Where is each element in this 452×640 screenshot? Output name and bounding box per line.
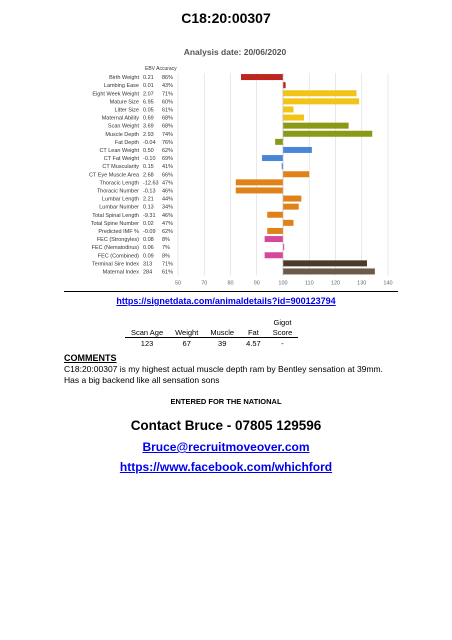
x-tick-label: 140: [383, 280, 393, 285]
row-ebv: -0.04: [143, 139, 156, 146]
row-accuracy: 62%: [162, 228, 174, 235]
row-label: Scan Weight: [107, 123, 139, 130]
scan-header-fat: Fat: [240, 327, 267, 338]
row-ebv: 0.02: [143, 220, 154, 227]
row-ebv: -0.13: [143, 188, 156, 195]
bar: [267, 212, 283, 218]
bar: [283, 196, 301, 202]
row-ebv: 0.09: [143, 253, 154, 260]
row-accuracy: 86%: [162, 75, 174, 82]
comments-body: C18:20:00307 is my highest actual muscle depth ram by Bentley sensation at 39mm. Has a big backend like all sensation sons: [64, 364, 383, 385]
row-accuracy: 68%: [162, 123, 174, 130]
facebook-link-wrap: [0, 460, 452, 474]
row-label: FEC (Strongyles): [96, 237, 139, 244]
scan-header-score: Score: [267, 327, 299, 338]
row-label: Lambing Ease: [103, 83, 139, 90]
bar: [283, 123, 349, 129]
scan-value-gigot: -: [281, 338, 284, 348]
row-ebv: -9.31: [143, 212, 156, 219]
row-accuracy: 41%: [162, 164, 174, 171]
bar: [283, 171, 309, 177]
row-accuracy: 71%: [162, 261, 174, 268]
scan-header-empty: [204, 317, 240, 327]
row-ebv: 313: [143, 261, 153, 268]
scan-value-age: 123: [140, 338, 154, 348]
row-ebv: 0.01: [143, 83, 154, 90]
bar: [241, 74, 283, 80]
x-tick-label: 120: [330, 280, 341, 285]
x-tick-label: 100: [278, 280, 288, 285]
row-ebv: 2.68: [143, 172, 154, 179]
row-accuracy: 46%: [162, 188, 174, 195]
row-label: FEC (Nematodirus): [91, 245, 139, 252]
bar: [265, 236, 283, 242]
bar: [267, 228, 283, 234]
x-tick-label: 70: [201, 280, 208, 285]
row-accuracy: 47%: [162, 180, 174, 187]
bar: [265, 252, 283, 258]
row-ebv: 0.50: [143, 147, 154, 154]
bar: [283, 106, 294, 112]
row-accuracy: 47%: [162, 220, 174, 227]
page-title: C18:20:00307: [181, 10, 271, 26]
row-label: Litter Size: [114, 107, 139, 114]
bar: [283, 90, 357, 96]
row-label: Mature Size: [109, 99, 139, 106]
bar: [236, 179, 283, 185]
row-accuracy: 44%: [162, 196, 174, 203]
bar: [262, 155, 283, 161]
bar: [283, 204, 299, 210]
x-tick-label: 90: [253, 280, 260, 285]
scan-header-empty: [240, 317, 267, 327]
row-label: Maternal Ability: [101, 115, 139, 122]
scan-value-fat: 4.57: [246, 338, 261, 348]
bar: [283, 260, 367, 266]
row-ebv: 6.95: [143, 99, 154, 106]
row-label: CT Lean Weight: [99, 147, 139, 154]
row-ebv: -0.10: [143, 156, 156, 163]
row-accuracy: 43%: [162, 83, 174, 90]
row-label: CT Fat Weight: [103, 156, 139, 163]
bar: [236, 187, 283, 193]
bar: [283, 98, 359, 104]
chart-title: Analysis date: 20/06/2020: [183, 47, 287, 57]
row-label: Total Spinal Length: [92, 212, 139, 219]
row-ebv: 0.05: [143, 107, 154, 114]
x-tick-label: 110: [304, 280, 314, 285]
animal-details-link[interactable]: https://signetdata.com/animaldetails?id=900123794: [116, 296, 336, 306]
row-accuracy: 34%: [162, 204, 174, 211]
row-label: Total Spine Number: [90, 220, 139, 227]
bar: [283, 220, 294, 226]
row-accuracy: 8%: [162, 253, 170, 260]
row-accuracy: 76%: [162, 139, 174, 146]
row-ebv: 0.13: [143, 204, 154, 211]
comments-heading: COMMENTS: [64, 353, 117, 363]
row-label: Muscle Depth: [105, 131, 139, 138]
scan-header-age: Scan Age: [125, 327, 169, 338]
row-accuracy: 60%: [162, 99, 174, 106]
email-link[interactable]: Bruce@recruitmoveover.com: [142, 440, 310, 454]
row-accuracy: 74%: [162, 131, 174, 138]
row-ebv: 0.06: [143, 245, 154, 252]
email-link-wrap: [0, 440, 452, 454]
row-label: Predicted IMF %: [98, 228, 139, 235]
row-accuracy: 7%: [162, 245, 170, 252]
row-ebv: 3.69: [143, 123, 154, 130]
row-label: FEC (Combined): [97, 253, 139, 260]
row-label: Fat Depth: [114, 139, 139, 146]
scan-header-gigot: Gigot: [273, 317, 292, 327]
x-tick-label: 130: [357, 280, 367, 285]
scan-header-weight: Weight: [169, 327, 204, 338]
x-tick-label: 80: [227, 280, 234, 285]
row-accuracy: 71%: [162, 91, 174, 98]
entered-note: ENTERED FOR THE NATIONAL: [170, 397, 282, 406]
row-label: Terminal Sire Index: [91, 261, 139, 268]
scan-value-weight: 67: [182, 338, 191, 348]
row-ebv: 0.08: [143, 237, 154, 244]
row-accuracy: 66%: [162, 172, 174, 179]
row-ebv: -0.09: [143, 228, 156, 235]
row-ebv: 2.21: [143, 196, 154, 203]
row-accuracy: 61%: [162, 107, 174, 114]
row-ebv: 0.69: [143, 115, 154, 122]
row-accuracy: 8%: [162, 237, 170, 244]
bar: [283, 147, 312, 153]
bar: [275, 139, 283, 145]
ebv-chart: [0, 60, 452, 285]
row-ebv: 0.21: [143, 75, 154, 82]
scan-header-empty: [125, 317, 169, 327]
scan-header-muscle: Muscle: [204, 327, 240, 338]
bar: [283, 82, 286, 88]
animal-details-link-wrap: [0, 296, 452, 306]
bar: [283, 115, 304, 121]
row-label: Maternal Index: [102, 269, 139, 276]
scan-value-muscle: 39: [218, 338, 227, 348]
row-accuracy: 69%: [162, 156, 174, 163]
bar: [283, 268, 375, 274]
row-label: Lumbar Length: [102, 196, 139, 203]
row-accuracy: 68%: [162, 115, 174, 122]
row-ebv: 284: [143, 269, 153, 276]
facebook-link[interactable]: https://www.facebook.com/whichford: [119, 460, 333, 474]
contact-line: Contact Bruce - 07805 129596: [130, 418, 322, 433]
bar: [283, 131, 372, 137]
scan-table: [125, 317, 298, 348]
divider: [64, 291, 398, 292]
row-label: CT Eye Muscle Area: [88, 172, 139, 179]
row-label: Lumbar Number: [99, 204, 139, 211]
row-accuracy: 46%: [162, 212, 174, 219]
row-label: Eight Week Weight: [92, 91, 139, 98]
accuracy-column-header: EBV Accuracy: [145, 66, 177, 72]
row-label: Thoracic Number: [96, 188, 139, 195]
row-ebv: 2.07: [143, 91, 154, 98]
row-label: CT Muscularity: [102, 164, 139, 171]
row-ebv: 2.93: [143, 131, 154, 138]
row-accuracy: 61%: [162, 269, 174, 276]
row-label: Birth Weight: [109, 75, 139, 82]
row-ebv: 0.15: [143, 164, 154, 171]
x-tick-label: 50: [174, 280, 182, 285]
scan-header-empty: [169, 317, 204, 327]
row-ebv: -12.63: [143, 180, 159, 187]
row-accuracy: 62%: [162, 147, 174, 154]
row-label: Thoracic Length: [99, 180, 139, 187]
